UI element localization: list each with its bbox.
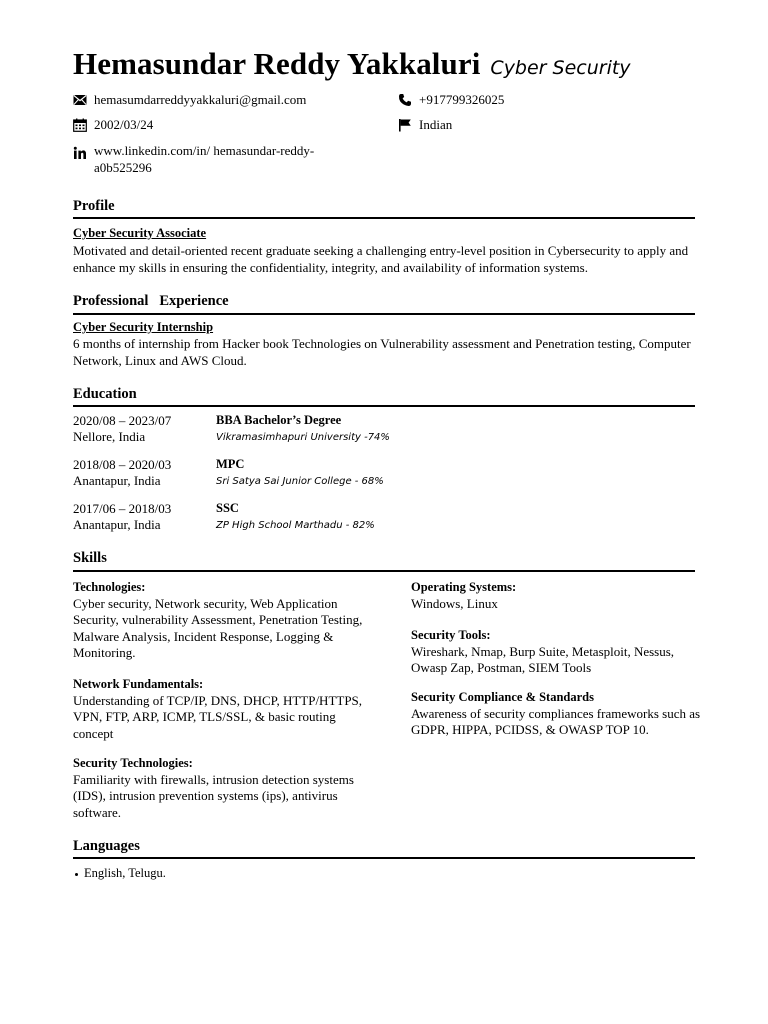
skill-group-text: Windows, Linux [411,595,498,611]
phone-text[interactable]: +917799326025 [419,92,505,107]
education-location: Anantapur, India [73,517,161,532]
education-school: ZP High School Marthadu - 82% [216,520,375,531]
profile-summary: Motivated and detail-oriented recent graduate seeking a challenging entry-level position in Cybersecurity to apply and enhance my skills in ensuring the confidentiality, integrity, and availability of information systems. [73,243,689,275]
experience-subtitle: Cyber Security Internship [73,320,214,334]
skill-group [411,579,701,612]
education-school: Vikramasimhapuri University -74% [216,432,390,443]
candidate-name: Hemasundar Reddy Yakkaluri [73,46,481,81]
bullet-icon [75,873,78,876]
skill-group [411,627,701,677]
education-dates: 2018/08 – 2020/03 [73,457,172,472]
skill-group [73,676,363,742]
languages-divider [73,857,695,859]
education-degree: SSC [216,501,239,515]
skill-group [411,689,701,739]
nationality-text: Indian [419,117,453,132]
flag-icon [398,118,412,132]
skill-group-heading: Security Tools: [411,628,491,642]
experience-divider [73,313,695,315]
skill-group-heading: Technologies: [73,580,146,594]
languages-heading: Languages [73,838,140,854]
linkedin-text-line1[interactable]: www.linkedin.com/in/ hemasundar-reddy- [94,143,315,158]
experience-description: 6 months of internship from Hacker book Technologies on Vulnerability assessment and Penetration testing, Computer Network, Linux and AWS Cloud. [73,336,691,368]
education-dates: 2020/08 – 2023/07 [73,413,172,428]
language-list-item [75,866,166,881]
candidate-role: Cyber Security [490,57,631,79]
education-degree: BBA Bachelor’s Degree [216,413,342,427]
education-dates: 2017/06 – 2018/03 [73,501,172,516]
education-divider [73,405,695,407]
skill-group-heading: Operating Systems: [411,580,517,594]
language-text: English, Telugu. [84,866,166,880]
skill-group-text: Awareness of security compliances frameworks such as GDPR, HIPPA, PCIDSS, & OWASP TOP 10. [411,705,701,737]
resume-header [73,46,631,82]
skill-group-heading: Security Technologies: [73,756,193,770]
skill-group [73,755,363,821]
education-heading: Education [73,386,137,402]
profile-subtitle: Cyber Security Associate [73,226,207,240]
calendar-icon [73,118,87,132]
email-text[interactable]: hemasumdarreddyyakkaluri@gmail.com [94,92,307,107]
skill-group-heading: Security Compliance & Standards [411,690,594,704]
education-location: Nellore, India [73,429,146,444]
skills-divider [73,570,695,572]
linkedin-icon [73,146,87,160]
education-school: Sri Satya Sai Junior College - 68% [216,476,384,487]
dob-text: 2002/03/24 [94,117,154,132]
skill-group-text: Cyber security, Network security, Web Application Security, vulnerability Assessment, Penetration Testing, Malware Analysis, Incident Response, Logging & Monitoring. [73,595,363,660]
skill-group-heading: Network Fundamentals: [73,677,204,691]
skill-group-text: Wireshark, Nmap, Burp Suite, Metasploit, Nessus, Owasp Zap, Postman, SIEM Tools [411,643,675,675]
skill-group-text: Understanding of TCP/IP, DNS, DHCP, HTTP/HTTPS, VPN, FTP, ARP, ICMP, TLS/SSL, & basic routing concept [73,692,363,741]
education-location: Anantapur, India [73,473,161,488]
education-degree: MPC [216,457,245,471]
envelope-icon [73,93,87,107]
phone-icon [398,93,412,107]
profile-divider [73,217,695,219]
skill-group [73,579,363,662]
experience-heading: Professional Experience [73,293,229,309]
linkedin-text-line2[interactable]: a0b525296 [94,160,152,175]
skill-group-text: Familiarity with firewalls, intrusion detection systems (IDS), intrusion prevention systems (ips), antivirus software. [73,771,354,820]
skills-heading: Skills [73,550,107,566]
profile-heading: Profile [73,198,115,214]
